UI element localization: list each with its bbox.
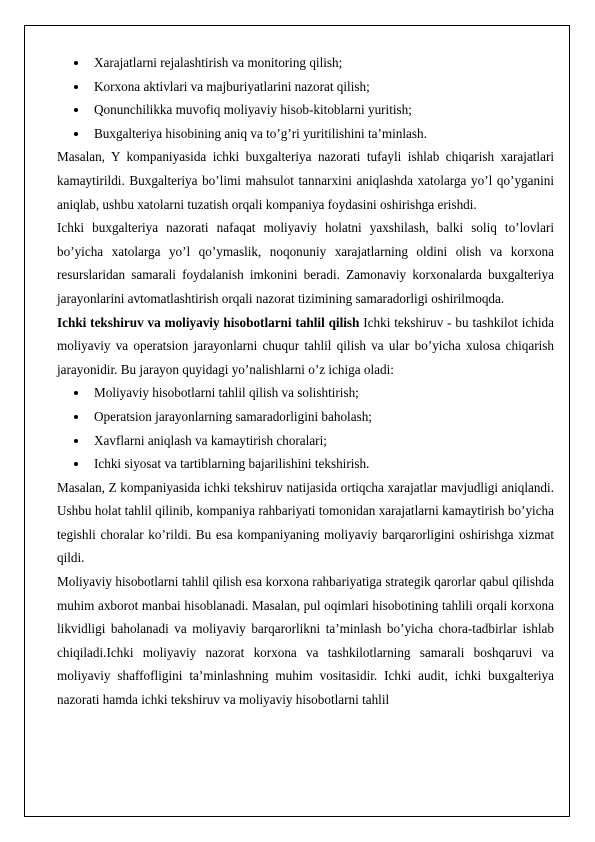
paragraph-example-y: Masalan, Y kompaniyasida ichki buxgalteriya nazorati tufayli ishlab chiqarish xarajatlari kamaytirildi. Buxgalteriya bo’limi mahsulot tannarxini aniqlashda xatolarga yo’l qo’yganini aniqlab, ushbu xatolarni tuzatish orqali kompaniya foydasini oshirishga erishdi. [57, 149, 554, 212]
list-item: Qonunchilikka muvofiq moliyaviy hisob-kitoblarni yuritish; [57, 98, 554, 122]
list-item: Xarajatlarni rejalashtirish va monitoring qilish; [57, 51, 554, 75]
list-item: Ichki siyosat va tartiblarning bajarilishini tekshirish. [57, 452, 554, 476]
bullet-list-review [57, 381, 554, 475]
section-intro [57, 311, 554, 382]
list-item: Operatsion jarayonlarning samaradorligini baholash; [57, 405, 554, 429]
section-intro-text: Ichki tekshiruv - bu tashkilot ichida moliyaviy va operatsion jarayonlarni chuqur tahlil qilish va ular bo’yicha xulosa chiqarish jarayonidir. Bu jarayon quyidagi yo’nalishlarni o’z ichiga oladi: [57, 314, 555, 377]
section-heading: Ichki tekshiruv va moliyaviy hisobotlarni tahlil qilish [57, 314, 360, 330]
list-item: Buxgalteriya hisobining aniq va to’g’ri yuritilishini ta’minlash. [57, 122, 554, 146]
paragraph-benefits: Ichki buxgalteriya nazorati nafaqat moliyaviy holatni yaxshilash, balki soliq to’lovlari bo’yicha xatolarga yo’l qo’ymaslik, noqonuniy xarajatlarning oldini olish va korxona resurslaridan samarali foydalanish imkonini beradi. Zamonaviy korxonalarda buxgalteriya jarayonlarini avtomatlashtirish orqali nazorat tizimining samaradorligi oshirilmoqda. [57, 220, 554, 306]
paragraph-example-z: Masalan, Z kompaniyasida ichki tekshiruv natijasida ortiqcha xarajatlar mavjudligi aniqlandi. Ushbu holat tahlil qilinib, kompaniya rahbariyati tomonidan xarajatlarni kamaytirish bo’yicha tegishli choralar ko’rildi. Bu esa kompaniyaning moliyaviy barqarorligini oshirishga xizmat qildi. [57, 479, 554, 566]
list-item: Moliyaviy hisobotlarni tahlil qilish va solishtirish; [57, 381, 554, 405]
bullet-list-controls [57, 51, 554, 145]
document-body [57, 51, 554, 712]
paragraph-analysis: Moliyaviy hisobotlarni tahlil qilish esa korxona rahbariyatiga strategik qarorlar qabul qilishda muhim axborot manbai hisoblanadi. Masalan, pul oqimlari hisobotining tahlili orqali korxona likvidligi baholanadi va moliyaviy barqarorlikni ta’minlash bo’yicha chora-tadbirlar ishlab chiqiladi.Ichki moliyaviy nazorat korxona va tashkilotlarning samarali boshqaruvi va moliyaviy shaffofligini ta’minlashning muhim vositasidir. Ichki audit, ichki buxgalteriya nazorati hamda ichki tekshiruv va moliyaviy hisobotlarni tahlil [57, 574, 554, 708]
list-item: Korxona aktivlari va majburiyatlarini nazorat qilish; [57, 75, 554, 99]
list-item: Xavflarni aniqlash va kamaytirish choralari; [57, 429, 554, 453]
